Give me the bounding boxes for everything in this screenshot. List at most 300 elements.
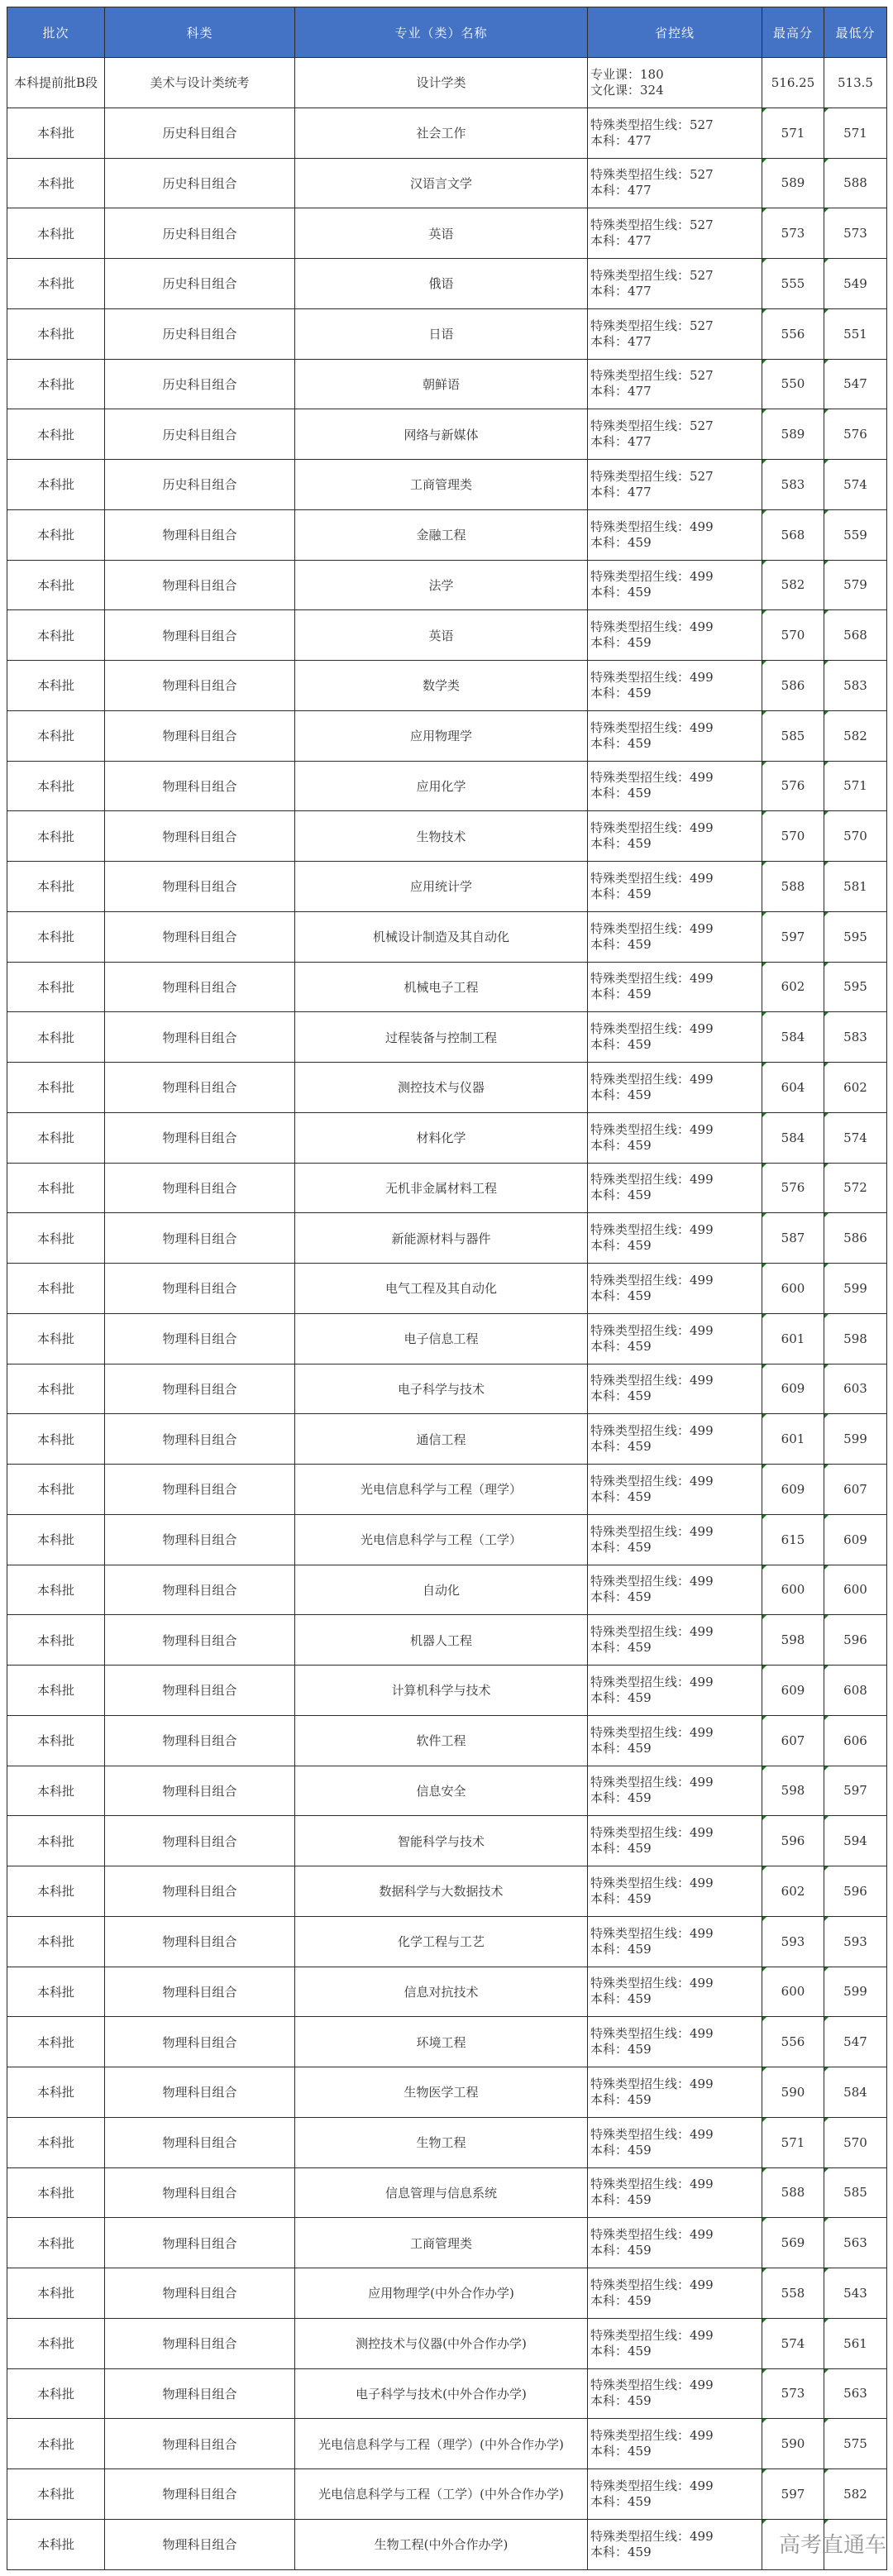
cell-control-line	[588, 560, 762, 610]
cell-category: 物理科目组合	[105, 2469, 295, 2520]
control-line-1: 特殊类型招生线：499	[590, 519, 714, 534]
header-control-line: 省控线	[588, 7, 762, 58]
cell-batch: 本科批	[7, 1615, 105, 1666]
cell-control-line	[588, 1364, 762, 1414]
cell-control-line	[588, 2419, 762, 2469]
cell-category: 物理科目组合	[105, 1264, 295, 1314]
cell-major: 智能科学与技术	[295, 1816, 588, 1866]
cell-major: 汉语言文学	[295, 158, 588, 208]
cell-batch: 本科批	[7, 409, 105, 460]
cell-max-score: 556	[762, 2017, 824, 2067]
control-line-1: 特殊类型招生线：499	[590, 2026, 714, 2042]
cell-major: 信息安全	[295, 1766, 588, 1816]
cell-min-score: 547	[824, 359, 887, 409]
cell-category: 物理科目组合	[105, 1012, 295, 1063]
cell-major: 信息对抗技术	[295, 1967, 588, 2017]
cell-min-score: 573	[824, 208, 887, 259]
cell-category: 物理科目组合	[105, 560, 295, 610]
cell-max-score: 600	[762, 1967, 824, 2017]
cell-category: 物理科目组合	[105, 811, 295, 862]
control-line-2: 本科：459	[590, 1589, 652, 1605]
table-body	[7, 58, 887, 2570]
cell-min-score: 582	[824, 710, 887, 761]
cell-min-score: 607	[824, 1465, 887, 1515]
cell-max-score: 558	[762, 2268, 824, 2319]
cell-batch: 本科批	[7, 1816, 105, 1866]
cell-batch: 本科批	[7, 1264, 105, 1314]
control-line-1: 特殊类型招生线：499	[590, 1373, 714, 1388]
header-max-score: 最高分	[762, 7, 824, 58]
cell-category: 历史科目组合	[105, 359, 295, 409]
cell-control-line	[588, 158, 762, 208]
table-row	[7, 158, 887, 208]
cell-major: 机械电子工程	[295, 962, 588, 1012]
cell-batch: 本科批	[7, 1916, 105, 1967]
control-line-2: 本科：459	[590, 735, 652, 751]
control-line-2: 本科：459	[590, 936, 652, 952]
control-line-1: 特殊类型招生线：499	[590, 2378, 714, 2393]
control-line-1: 特殊类型招生线：499	[590, 1624, 714, 1640]
cell-control-line	[588, 1816, 762, 1866]
control-line-1: 特殊类型招生线：527	[590, 267, 714, 283]
control-line-1: 特殊类型招生线：499	[590, 1574, 714, 1589]
cell-control-line	[588, 460, 762, 510]
control-line-1: 特殊类型招生线：499	[590, 1423, 714, 1439]
cell-control-line	[588, 862, 762, 912]
cell-batch: 本科批	[7, 661, 105, 711]
cell-batch: 本科批	[7, 1514, 105, 1565]
table-row	[7, 2318, 887, 2368]
control-line-2: 本科：459	[590, 1890, 652, 1906]
control-line-2: 本科：459	[590, 1991, 652, 2007]
cell-control-line	[588, 1063, 762, 1113]
control-line-1: 特殊类型招生线：499	[590, 1825, 714, 1841]
cell-min-score: 603	[824, 1364, 887, 1414]
table-row	[7, 1916, 887, 1967]
cell-control-line	[588, 58, 762, 108]
admission-score-table	[7, 7, 887, 2570]
cell-max-score: 609	[762, 1666, 824, 1716]
cell-major: 机械设计制造及其自动化	[295, 911, 588, 962]
control-line-1: 特殊类型招生线：499	[590, 1724, 714, 1740]
cell-batch: 本科批	[7, 158, 105, 208]
cell-control-line	[588, 2268, 762, 2319]
cell-major: 网络与新媒体	[295, 409, 588, 460]
cell-max-score: 589	[762, 409, 824, 460]
cell-min-score: 571	[824, 108, 887, 158]
control-line-1: 特殊类型招生线：499	[590, 2227, 714, 2243]
control-line-1: 特殊类型招生线：527	[590, 217, 714, 233]
cell-min-score: 579	[824, 560, 887, 610]
cell-batch: 本科批	[7, 308, 105, 359]
control-line-1: 特殊类型招生线：499	[590, 569, 714, 585]
cell-min-score: 584	[824, 2067, 887, 2118]
cell-min-score: 595	[824, 911, 887, 962]
cell-min-score: 598	[824, 1313, 887, 1364]
control-line-2: 本科：459	[590, 1439, 652, 1455]
cell-control-line	[588, 1615, 762, 1666]
cell-control-line	[588, 1565, 762, 1615]
cell-major: 数学类	[295, 661, 588, 711]
control-line-2: 本科：459	[590, 1037, 652, 1053]
cell-control-line	[588, 1766, 762, 1816]
table-row	[7, 2368, 887, 2419]
cell-major: 生物技术	[295, 811, 588, 862]
control-line-2: 本科：477	[590, 384, 652, 399]
table-row	[7, 1514, 887, 1565]
control-line-2: 本科：477	[590, 183, 652, 198]
cell-batch: 本科批	[7, 2419, 105, 2469]
cell-category: 物理科目组合	[105, 2519, 295, 2569]
cell-max-score: 571	[762, 2117, 824, 2167]
cell-major: 数据科学与大数据技术	[295, 1866, 588, 1917]
cell-category: 物理科目组合	[105, 1666, 295, 1716]
cell-max-score: 570	[762, 811, 824, 862]
cell-major: 无机非金属材料工程	[295, 1163, 588, 1213]
cell-category: 物理科目组合	[105, 1766, 295, 1816]
cell-category: 物理科目组合	[105, 1967, 295, 2017]
cell-batch: 本科批	[7, 2469, 105, 2520]
cell-category: 物理科目组合	[105, 610, 295, 661]
cell-max-score: 571	[762, 108, 824, 158]
table-row	[7, 862, 887, 912]
cell-major: 过程装备与控制工程	[295, 1012, 588, 1063]
table-row	[7, 2117, 887, 2167]
cell-major: 工商管理类	[295, 2218, 588, 2268]
table-row	[7, 1414, 887, 1465]
cell-batch: 本科批	[7, 862, 105, 912]
cell-batch: 本科批	[7, 2117, 105, 2167]
cell-batch: 本科批	[7, 761, 105, 811]
control-line-1: 特殊类型招生线：499	[590, 2528, 714, 2544]
cell-max-score: 570	[762, 610, 824, 661]
cell-control-line	[588, 208, 762, 259]
control-line-2: 本科：459	[590, 2343, 652, 2359]
cell-control-line	[588, 811, 762, 862]
control-line-2: 本科：477	[590, 484, 652, 499]
cell-major: 电子科学与技术(中外合作办学)	[295, 2368, 588, 2419]
cell-category: 历史科目组合	[105, 259, 295, 309]
cell-min-score: 574	[824, 1112, 887, 1163]
cell-control-line	[588, 1916, 762, 1967]
cell-max-score: 586	[762, 661, 824, 711]
cell-max-score: 584	[762, 1012, 824, 1063]
control-line-2: 本科：459	[590, 1640, 652, 1656]
cell-control-line	[588, 1666, 762, 1716]
cell-control-line	[588, 962, 762, 1012]
header-batch: 批次	[7, 7, 105, 58]
cell-batch: 本科批	[7, 1112, 105, 1163]
cell-min-score: 593	[824, 1916, 887, 1967]
cell-min-score: 602	[824, 1063, 887, 1113]
cell-control-line	[588, 1866, 762, 1917]
cell-batch: 本科批	[7, 560, 105, 610]
cell-max-score: 584	[762, 1112, 824, 1163]
cell-control-line	[588, 259, 762, 309]
cell-batch: 本科批	[7, 1313, 105, 1364]
cell-control-line	[588, 2318, 762, 2368]
cell-max-score: 615	[762, 1514, 824, 1565]
cell-min-score: 570	[824, 2117, 887, 2167]
table-row	[7, 58, 887, 108]
cell-batch: 本科批	[7, 1213, 105, 1264]
cell-major: 计算机科学与技术	[295, 1666, 588, 1716]
cell-control-line	[588, 761, 762, 811]
table-row	[7, 2469, 887, 2520]
cell-control-line	[588, 661, 762, 711]
cell-min-score: 597	[824, 1766, 887, 1816]
cell-batch: 本科批	[7, 2017, 105, 2067]
control-line-2: 本科：459	[590, 534, 652, 550]
cell-min-score: 572	[824, 1163, 887, 1213]
cell-category: 物理科目组合	[105, 1063, 295, 1113]
control-line-2: 本科：477	[590, 333, 652, 349]
cell-category: 历史科目组合	[105, 460, 295, 510]
cell-control-line	[588, 2167, 762, 2218]
table-row	[7, 1565, 887, 1615]
control-line-2: 本科：459	[590, 836, 652, 852]
cell-control-line	[588, 1465, 762, 1515]
cell-category: 物理科目组合	[105, 661, 295, 711]
cell-major: 金融工程	[295, 509, 588, 560]
table-row	[7, 409, 887, 460]
control-line-2: 本科：459	[590, 1238, 652, 1254]
control-line-1: 特殊类型招生线：499	[590, 820, 714, 836]
cell-batch: 本科批	[7, 1012, 105, 1063]
cell-max-score: 555	[762, 259, 824, 309]
cell-category: 物理科目组合	[105, 1514, 295, 1565]
cell-control-line	[588, 108, 762, 158]
cell-min-score: 559	[824, 509, 887, 560]
cell-category: 历史科目组合	[105, 409, 295, 460]
cell-major: 应用物理学	[295, 710, 588, 761]
cell-max-score: 574	[762, 2318, 824, 2368]
cell-min-score: 547	[824, 2017, 887, 2067]
cell-control-line	[588, 1414, 762, 1465]
cell-category: 物理科目组合	[105, 2318, 295, 2368]
cell-batch: 本科批	[7, 2067, 105, 2118]
control-line-1: 特殊类型招生线：499	[590, 1172, 714, 1188]
cell-min-score: 563	[824, 2218, 887, 2268]
cell-max-score: 604	[762, 1063, 824, 1113]
cell-category: 物理科目组合	[105, 911, 295, 962]
control-line-1: 特殊类型招生线：499	[590, 2428, 714, 2444]
cell-max-score: 590	[762, 2067, 824, 2118]
cell-min-score: 513.5	[824, 58, 887, 108]
cell-batch: 本科批	[7, 1866, 105, 1917]
cell-control-line	[588, 2218, 762, 2268]
cell-batch: 本科批	[7, 259, 105, 309]
cell-max-score: 607	[762, 1715, 824, 1766]
control-line-1: 特殊类型招生线：499	[590, 1674, 714, 1689]
cell-batch: 本科批	[7, 1967, 105, 2017]
cell-min-score: 551	[824, 308, 887, 359]
control-line-1: 特殊类型招生线：527	[590, 167, 714, 183]
control-line-2: 本科：459	[590, 1941, 652, 1957]
cell-major: 化学工程与工艺	[295, 1916, 588, 1967]
cell-batch: 本科批	[7, 2519, 105, 2569]
cell-batch: 本科批	[7, 710, 105, 761]
cell-control-line	[588, 2368, 762, 2419]
cell-major: 电子信息工程	[295, 1313, 588, 1364]
cell-min-score: 570	[824, 811, 887, 862]
table-row	[7, 1866, 887, 1917]
cell-category: 物理科目组合	[105, 2067, 295, 2118]
cell-batch: 本科批	[7, 610, 105, 661]
cell-max-score: 587	[762, 1213, 824, 1264]
cell-major: 电气工程及其自动化	[295, 1264, 588, 1314]
table-row	[7, 460, 887, 510]
cell-max-score: 601	[762, 1414, 824, 1465]
cell-control-line	[588, 409, 762, 460]
cell-batch: 本科批	[7, 2318, 105, 2368]
control-line-1: 特殊类型招生线：527	[590, 117, 714, 132]
cell-max-score: 588	[762, 2167, 824, 2218]
cell-major: 通信工程	[295, 1414, 588, 1465]
cell-major: 英语	[295, 208, 588, 259]
table-row	[7, 1615, 887, 1666]
table-row	[7, 259, 887, 309]
table-row	[7, 2167, 887, 2218]
control-line-2: 本科：477	[590, 233, 652, 249]
cell-major: 光电信息科学与工程（理学）	[295, 1465, 588, 1515]
table-row	[7, 359, 887, 409]
cell-major: 应用化学	[295, 761, 588, 811]
cell-category: 物理科目组合	[105, 1816, 295, 1866]
cell-max-score: 573	[762, 208, 824, 259]
cell-max-score: 602	[762, 962, 824, 1012]
control-line-1: 特殊类型招生线：499	[590, 619, 714, 635]
control-line-2: 本科：477	[590, 434, 652, 450]
cell-min-score: 608	[824, 1666, 887, 1716]
table-row	[7, 710, 887, 761]
cell-min-score: 595	[824, 962, 887, 1012]
header-min-score: 最低分	[824, 7, 887, 58]
cell-category: 物理科目组合	[105, 1615, 295, 1666]
cell-max-score: 573	[762, 2368, 824, 2419]
cell-control-line	[588, 359, 762, 409]
cell-category: 物理科目组合	[105, 1213, 295, 1264]
table-row	[7, 1465, 887, 1515]
control-line-1: 特殊类型招生线：499	[590, 770, 714, 786]
control-line-2: 本科：459	[590, 1689, 652, 1705]
cell-min-score: 561	[824, 2318, 887, 2368]
cell-max-score: 589	[762, 158, 824, 208]
control-line-1: 特殊类型招生线：499	[590, 1976, 714, 1991]
cell-max-score: 602	[762, 1866, 824, 1917]
table-row	[7, 1766, 887, 1816]
table-row	[7, 1816, 887, 1866]
cell-max-score: 600	[762, 1565, 824, 1615]
cell-batch: 本科批	[7, 962, 105, 1012]
table-row	[7, 2519, 887, 2569]
cell-major: 信息管理与信息系统	[295, 2167, 588, 2218]
control-line-1: 特殊类型招生线：499	[590, 719, 714, 735]
table-row	[7, 2268, 887, 2319]
cell-control-line	[588, 1514, 762, 1565]
control-line-1: 特殊类型招生线：499	[590, 1272, 714, 1288]
cell-max-score: 601	[762, 1313, 824, 1364]
cell-major: 环境工程	[295, 2017, 588, 2067]
cell-category: 物理科目组合	[105, 1715, 295, 1766]
cell-category: 物理科目组合	[105, 1866, 295, 1917]
cell-max-score: 516.25	[762, 58, 824, 108]
cell-min-score: 588	[824, 158, 887, 208]
cell-control-line	[588, 1213, 762, 1264]
cell-max-score: 609	[762, 1465, 824, 1515]
control-line-1: 特殊类型招生线：499	[590, 870, 714, 886]
cell-batch: 本科批	[7, 1465, 105, 1515]
cell-category: 物理科目组合	[105, 1916, 295, 1967]
cell-control-line	[588, 308, 762, 359]
cell-major: 应用统计学	[295, 862, 588, 912]
cell-major: 生物工程	[295, 2117, 588, 2167]
cell-batch: 本科批	[7, 509, 105, 560]
cell-control-line	[588, 1313, 762, 1364]
control-line-2: 本科：477	[590, 132, 652, 148]
cell-min-score: 581	[824, 862, 887, 912]
cell-major: 社会工作	[295, 108, 588, 158]
cell-category: 历史科目组合	[105, 108, 295, 158]
cell-category: 物理科目组合	[105, 1163, 295, 1213]
table-row	[7, 1715, 887, 1766]
cell-control-line	[588, 2067, 762, 2118]
control-line-2: 本科：459	[590, 585, 652, 600]
cell-min-score: 576	[824, 409, 887, 460]
cell-major: 自动化	[295, 1565, 588, 1615]
control-line-2: 本科：459	[590, 1489, 652, 1504]
cell-control-line	[588, 1112, 762, 1163]
control-line-1: 特殊类型招生线：499	[590, 920, 714, 936]
cell-major: 生物医学工程	[295, 2067, 588, 2118]
cell-control-line	[588, 710, 762, 761]
cell-control-line	[588, 2117, 762, 2167]
cell-min-score: 599	[824, 1264, 887, 1314]
control-line-2: 文化课：324	[590, 82, 664, 98]
table-row	[7, 2419, 887, 2469]
cell-min-score: 563	[824, 2368, 887, 2419]
control-line-1: 专业课：180	[590, 66, 664, 82]
cell-min-score: 585	[824, 2167, 887, 2218]
cell-major: 日语	[295, 308, 588, 359]
table-row	[7, 2017, 887, 2067]
control-line-2: 本科：459	[590, 786, 652, 801]
cell-batch: 本科批	[7, 1163, 105, 1213]
cell-min-score: 571	[824, 761, 887, 811]
cell-major: 生物工程(中外合作办学)	[295, 2519, 588, 2569]
control-line-1: 特殊类型招生线：527	[590, 318, 714, 333]
cell-max-score: 588	[762, 862, 824, 912]
table-row	[7, 509, 887, 560]
control-line-1: 特殊类型招生线：499	[590, 2126, 714, 2142]
cell-category: 物理科目组合	[105, 2167, 295, 2218]
table-row	[7, 1364, 887, 1414]
control-line-2: 本科：459	[590, 2493, 652, 2509]
watermark: 高考直通车	[779, 2533, 887, 2558]
cell-major: 测控技术与仪器	[295, 1063, 588, 1113]
control-line-1: 特殊类型招生线：499	[590, 1322, 714, 1338]
control-line-2: 本科：459	[590, 1740, 652, 1756]
cell-category: 物理科目组合	[105, 2218, 295, 2268]
cell-batch: 本科批	[7, 108, 105, 158]
table-row	[7, 1163, 887, 1213]
cell-control-line	[588, 2469, 762, 2520]
cell-category: 物理科目组合	[105, 761, 295, 811]
header-row	[7, 7, 887, 58]
control-line-2: 本科：459	[590, 635, 652, 651]
cell-batch: 本科批	[7, 2268, 105, 2319]
table-row	[7, 962, 887, 1012]
